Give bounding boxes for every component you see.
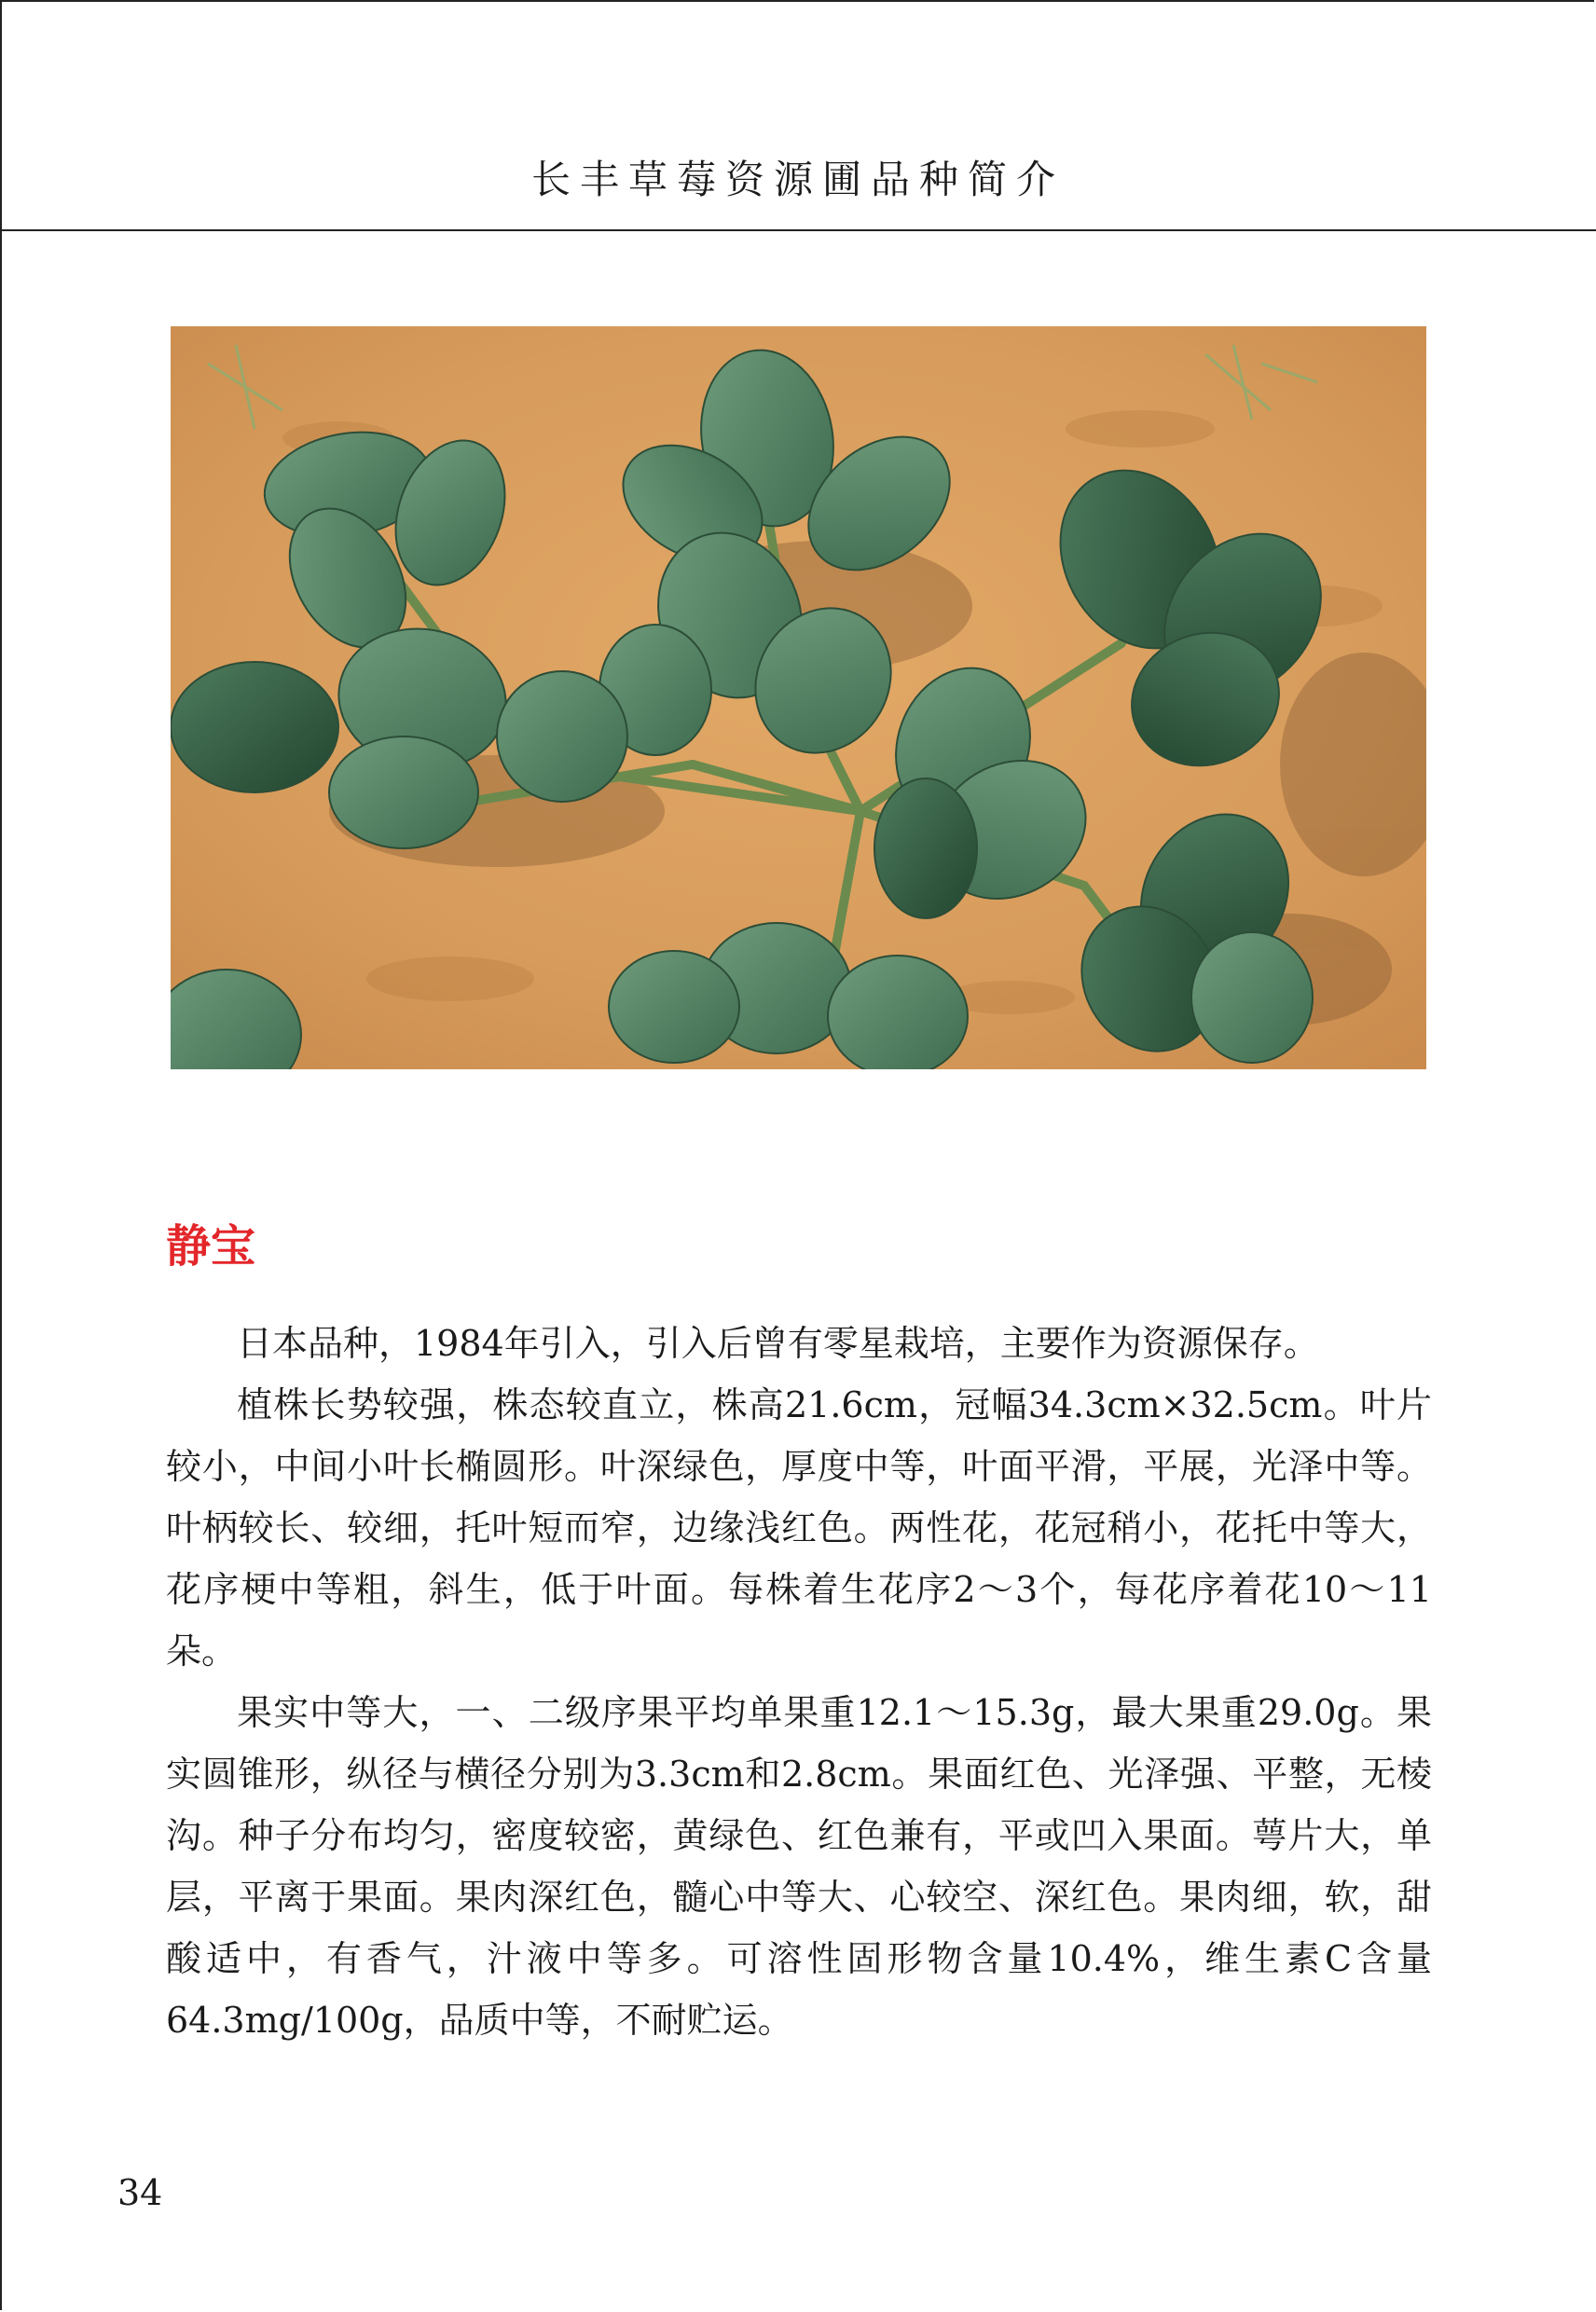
- variety-description: [166, 1313, 1432, 2051]
- header-rule: [0, 229, 1596, 231]
- variety-title: 静宝: [166, 1220, 256, 1273]
- paragraph-plant: 植株长势较强，株态较直立，株高21.6cm，冠幅34.3cm×32.5cm。叶片较小，中间小叶长椭圆形。叶深绿色，厚度中等，叶面平滑，平展，光泽中等。叶柄较长、较细，托叶短而窄，边缘浅红色。两性花，花冠稍小，花托中等大，花序梗中等粗，斜生，低于叶面。每株着生花序2～3个，每花序着花10～11朵。: [166, 1384, 1432, 1672]
- strawberry-plant-photo: [171, 326, 1426, 1069]
- page-number: 34: [117, 2172, 163, 2213]
- paragraph-origin: 日本品种，1984年引入，引入后曾有零星栽培，主要作为资源保存。: [237, 1323, 1319, 1364]
- paragraph-fruit: 果实中等大，一、二级序果平均单果重12.1～15.3g，最大果重29.0g。果实圆锥形，纵径与横径分别为3.3cm和2.8cm。果面红色、光泽强、平整，无棱沟。种子分布均匀，密度较密，黄绿色、红色兼有，平或凹入果面。萼片大，单层，平离于果面。果肉深红色，髓心中等大、心较空、深红色。果肉细，软，甜酸适中，有香气，汁液中等多。可溶性固形物含量10.4%，维生素C含量64.3mg/100g，品质中等，不耐贮运。: [166, 1692, 1432, 2041]
- running-header: 长丰草莓资源圃品种简介: [530, 157, 1065, 202]
